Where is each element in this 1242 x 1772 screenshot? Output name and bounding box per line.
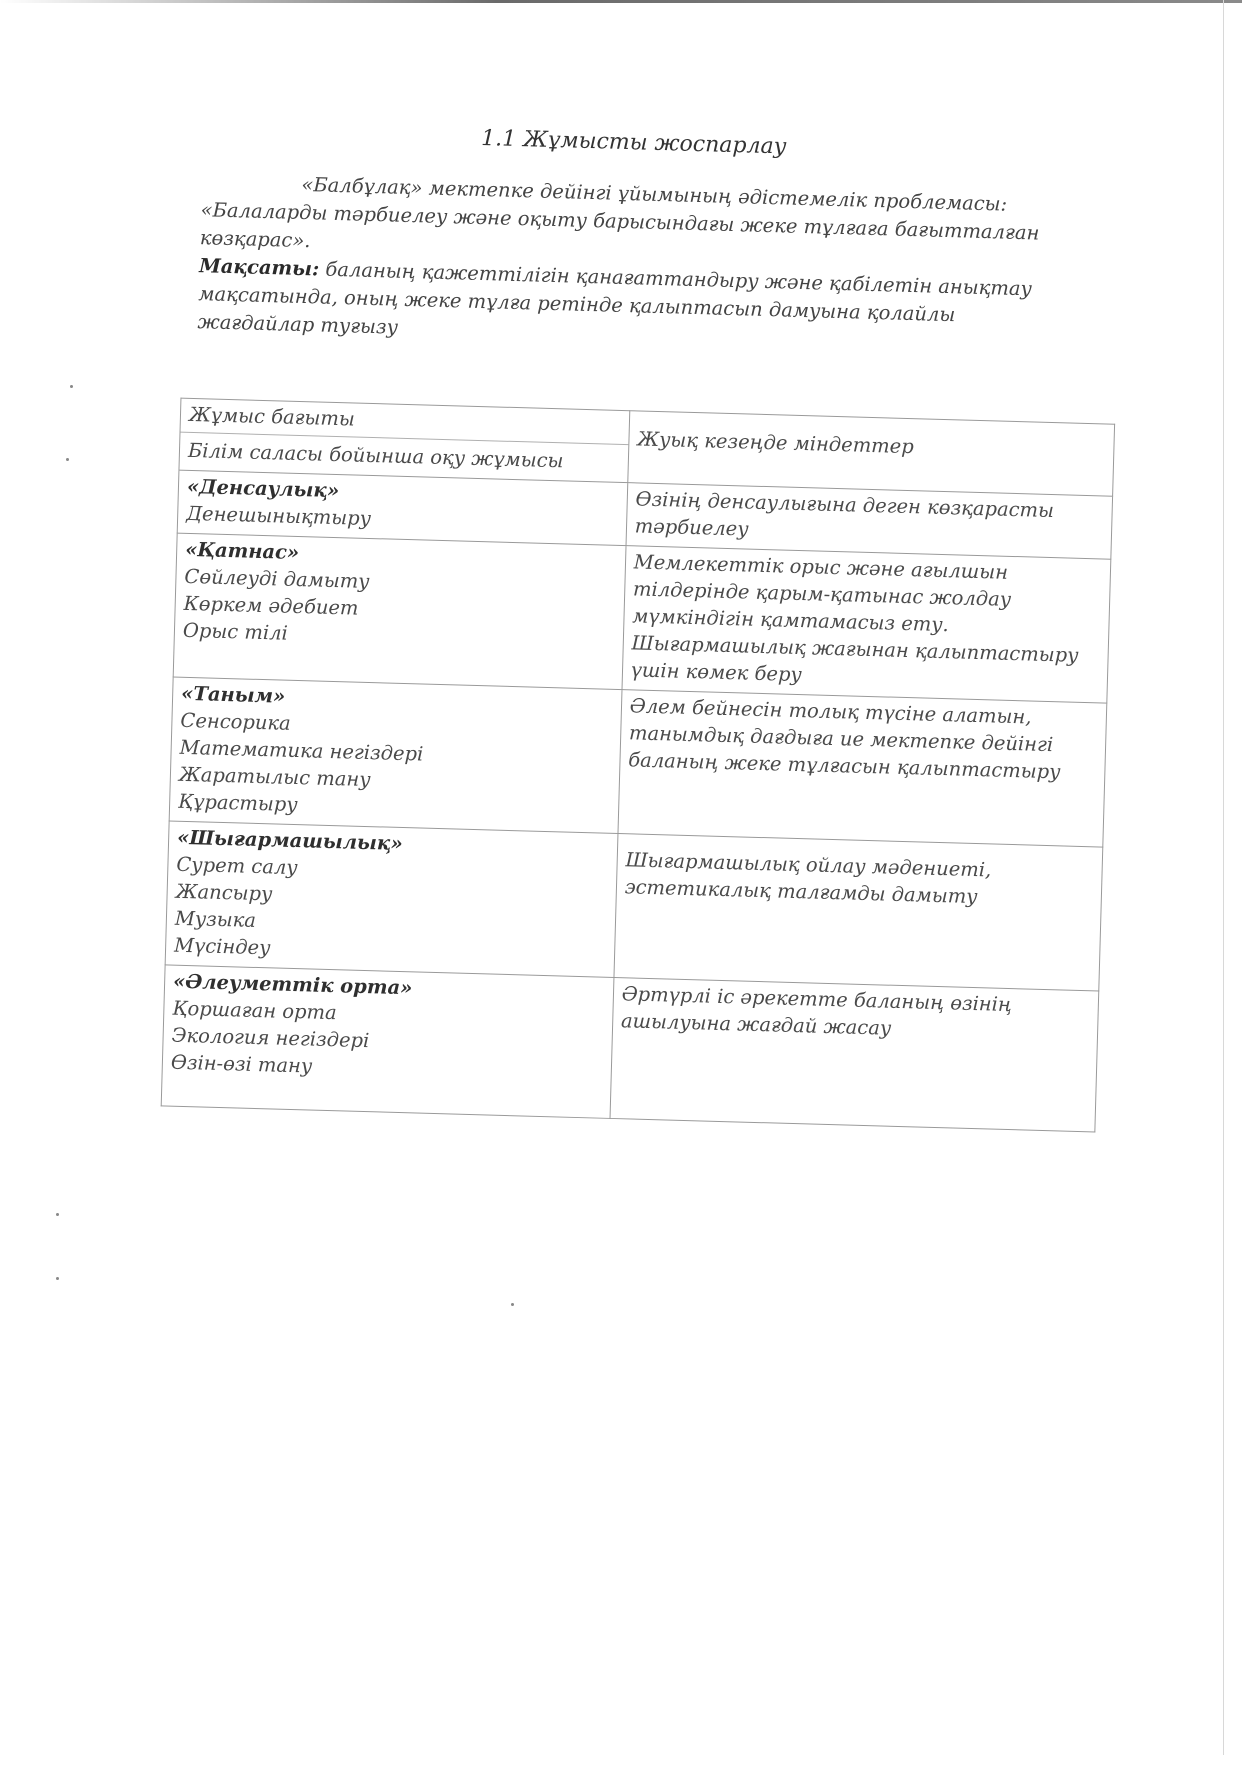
tasks-cell: Әлем бейнесін толық түсіне алатын, танымдық дағдыға ие мектепке дейінгі баланың жеке тұлғасын қалыптастыру <box>618 690 1107 847</box>
subject-item: Мүсіндеу <box>173 933 271 960</box>
subject-item: Көркем әдебиет <box>183 591 359 620</box>
section-title: «Қатнас» <box>184 537 300 565</box>
tasks-cell: Әртүрлі іс әрекетте баланың өзінің ашылуына жағдай жасау <box>610 977 1099 1131</box>
section-title: «Таным» <box>180 681 286 708</box>
tasks-cell: Шығармашылық ойлау мәдениеті, эстетикалық талғамды дамыту <box>614 834 1103 991</box>
scan-speck <box>66 458 69 461</box>
section-cell <box>173 533 626 689</box>
methodical-problem: «Балбұлақ» мектепке дейінгі ұйымының әдістемелік проблемасы: «Балаларды тәрбиелеу және оқыту барысындағы жеке тұлғаға бағытталған көзқарас». <box>199 172 1040 253</box>
goal-text: баланың қажеттілігін қанағаттандыру және қабілетін анықтау мақсатында, оның жеке тұлға ретінде қалыптасып дамуына қолайлы жағдайлар туғызу <box>197 257 1033 339</box>
subject-item: Сөйлеуді дамыту <box>184 564 370 593</box>
scan-speck <box>56 1213 59 1216</box>
header-subject-area: Білім саласы бойынша оқу жұмысы <box>180 432 628 476</box>
header-left-cell <box>179 398 630 483</box>
table-row <box>173 533 1111 703</box>
tasks-cell: Өзінің денсаулығына деген көзқарасты тәрбиелеу <box>626 483 1113 560</box>
subject-item: Жаратылыс тану <box>178 762 371 792</box>
subject-item: Жапсыру <box>175 879 273 906</box>
section-cell <box>165 821 618 977</box>
intro-block <box>197 168 1061 360</box>
subject-item: Өзін-өзі тану <box>170 1050 313 1078</box>
scan-speck <box>70 385 73 388</box>
table-row <box>169 677 1107 847</box>
page-title: 1.1 Жұмысты жоспарлау <box>480 125 787 160</box>
header-near-term-tasks: Жуық кезеңде міндеттер <box>636 427 915 459</box>
scan-speck <box>511 1303 514 1306</box>
section-cell <box>169 677 622 833</box>
subject-item: Құрастыру <box>177 789 298 817</box>
subject-item: Музыка <box>174 906 257 932</box>
header-work-direction: Жұмыс бағыты <box>188 402 356 431</box>
subject-item: Сенсорика <box>180 708 292 735</box>
subject-item: Денешынықтыру <box>185 501 372 531</box>
table-row <box>161 965 1099 1132</box>
subject-item: Экология негіздері <box>171 1023 370 1053</box>
subject-item: Математика негіздері <box>179 735 424 766</box>
section-title: «Шығармашылық» <box>176 825 404 856</box>
subject-item: Қоршаған орта <box>172 996 337 1025</box>
scan-speck <box>56 1277 59 1280</box>
section-title: «Әлеуметтік орта» <box>172 969 413 1000</box>
work-plan-table <box>161 398 1115 1133</box>
subject-item: Орыс тілі <box>182 618 289 645</box>
section-cell <box>161 965 614 1118</box>
goal-label: Мақсаты: <box>198 254 320 281</box>
section-title: «Денсаулық» <box>186 474 340 503</box>
table-row <box>165 821 1103 991</box>
header-right-cell <box>628 411 1115 497</box>
subject-item: Сурет салу <box>176 852 298 880</box>
tasks-cell: Мемлекеттік орыс және ағылшын тілдерінде қарым-қатынас жолдау мүмкіндігін қамтамасыз ету. Шығармашылық жағынан қалыптастыру үшін көмек беру <box>622 546 1111 703</box>
